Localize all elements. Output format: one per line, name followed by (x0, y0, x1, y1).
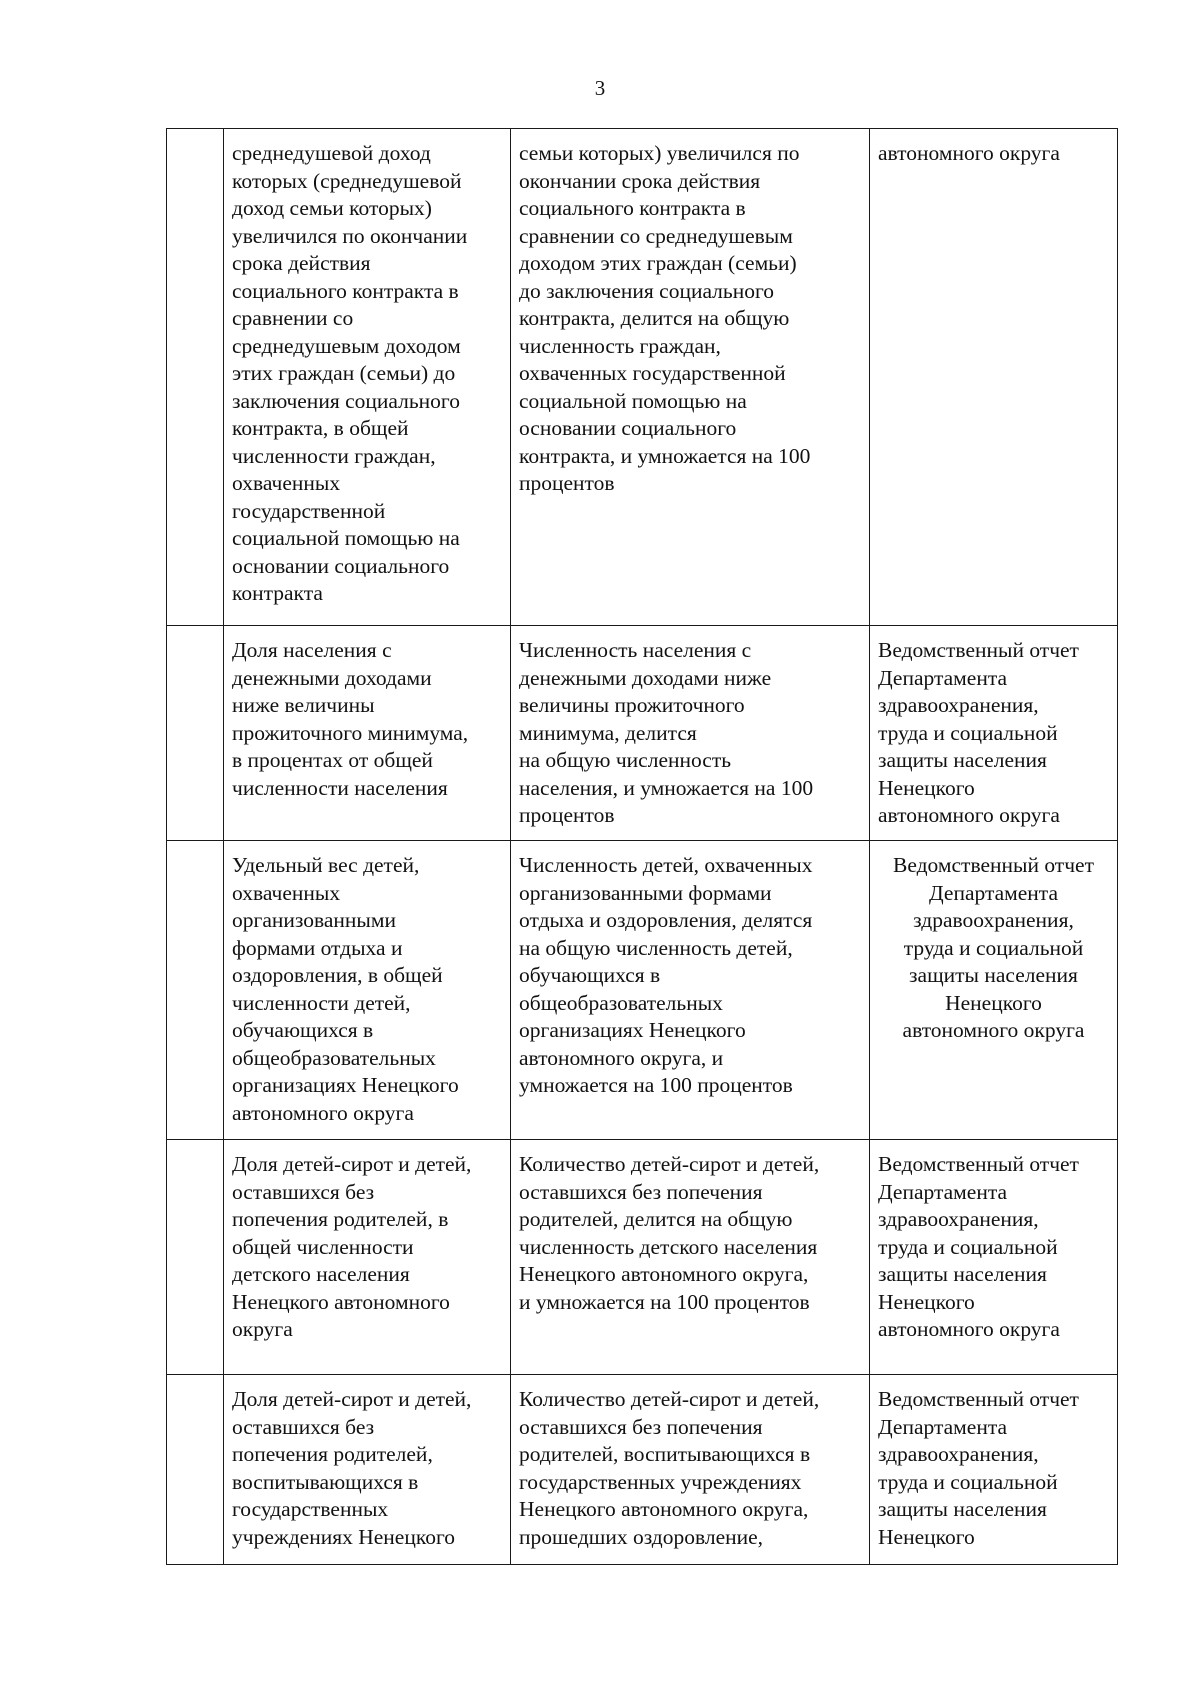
cell-text-line: защиты населения (878, 1262, 1047, 1286)
cell-text-line: оставшихся без попечения (519, 1414, 763, 1439)
cell-text-line: труда и социальной (878, 720, 1058, 745)
cell-text-line: прожиточного минимума, (232, 720, 469, 745)
indicators-table (166, 128, 1118, 1565)
cell-text-line: оздоровления, в общей (232, 963, 443, 987)
cell-text-line: учреждениях Ненецкого (232, 1524, 455, 1549)
cell-text-line: общеобразовательных (232, 1045, 436, 1070)
cell-text-line: автономного округа (878, 141, 1060, 165)
cell-text-line: увеличился по окончании (232, 223, 468, 248)
cell-text-line: контракта, и умножается на 100 (519, 443, 811, 468)
cell-text-line: срока действия (232, 251, 371, 275)
cell-text-line: попечения родителей, (232, 1442, 433, 1466)
cell-text-line: оставшихся без (232, 1414, 375, 1439)
cell-text-line: численности граждан, (232, 443, 436, 468)
cell-text-line: социальной помощью на (232, 526, 460, 550)
data-source-cell (870, 841, 1118, 1140)
cell-text-line: основании социального (519, 416, 737, 440)
cell-text-line: сравнении со среднедушевым (519, 223, 793, 248)
cell-text-line: денежными доходами ниже (519, 665, 772, 690)
cell-text-line: сравнении со (232, 306, 354, 330)
cell-text-line: ниже величины (232, 693, 375, 717)
row-number-cell (167, 129, 224, 626)
cell-text-line: защиты населения (878, 748, 1047, 772)
data-source-cell (870, 626, 1118, 841)
cell-text-line: Ненецкого автономного округа, (519, 1262, 809, 1286)
cell-text-line: труда и социальной (878, 1469, 1058, 1494)
cell-text-line: Доля детей-сирот и детей, (232, 1152, 472, 1176)
calculation-method-cell (511, 626, 870, 841)
cell-text-line: контракта (232, 581, 323, 605)
calculation-method-cell (511, 1140, 870, 1375)
cell-text-line: Департамента (928, 880, 1059, 905)
cell-text-line: детского населения (232, 1262, 410, 1286)
cell-text-line: умножается на 100 процентов (519, 1073, 793, 1097)
cell-text-line: здравоохранения, (878, 1442, 1039, 1466)
cell-text-line: численность граждан, (519, 333, 721, 358)
cell-text-line: Департамента (878, 665, 1008, 690)
indicator-name-cell (224, 129, 511, 626)
table-row (167, 129, 1118, 626)
cell-text-line: денежными доходами (232, 665, 432, 690)
cell-text-line: социального контракта в (519, 196, 746, 220)
cell-text-line: Ведомственный отчет (893, 853, 1094, 877)
cell-text-line: социального контракта в (232, 278, 459, 303)
cell-text-line: охваченных государственной (519, 361, 786, 385)
cell-text-line: организациях Ненецкого (519, 1018, 746, 1042)
cell-text-line: основании социального (232, 553, 450, 578)
cell-text-line: Количество детей-сирот и детей, (519, 1152, 820, 1176)
cell-text-line: Ведомственный отчет (878, 1152, 1079, 1176)
cell-text-line: Количество детей-сирот и детей, (519, 1387, 820, 1411)
cell-text-line: доход семьи которых) (232, 196, 432, 220)
table-row (167, 1140, 1118, 1375)
cell-text-line: общеобразовательных (519, 990, 723, 1015)
cell-text-line: населения, и умножается на 100 (519, 775, 814, 800)
cell-text-line: семьи которых) увеличился по (519, 141, 800, 165)
data-source-cell (870, 1375, 1118, 1565)
cell-text-line: прошедших оздоровление, (519, 1524, 764, 1549)
cell-text-line: организованными формами (519, 880, 772, 905)
cell-text-line: обучающихся в (232, 1018, 374, 1042)
cell-text-line: среднедушевым доходом (232, 333, 461, 358)
cell-text-line: автономного округа (902, 1018, 1085, 1042)
data-source-cell (870, 1140, 1118, 1375)
cell-text-line: Ведомственный отчет (878, 638, 1079, 662)
calculation-method-cell (511, 841, 870, 1140)
cell-text-line: здравоохранения, (878, 1207, 1039, 1231)
cell-text-line: формами отдыха и (232, 935, 403, 960)
cell-text-line: Численность населения с (519, 638, 752, 662)
cell-text-line: оставшихся без (232, 1179, 375, 1204)
cell-text-line: охваченных (232, 880, 341, 905)
cell-text-line: обучающихся в (519, 963, 661, 987)
calculation-method-cell (511, 1375, 870, 1565)
cell-text-line: попечения родителей, в (232, 1207, 449, 1231)
cell-text-line: до заключения социального (519, 278, 775, 303)
data-source-cell (870, 129, 1118, 626)
table-body (167, 129, 1118, 1565)
cell-text-line: охваченных (232, 471, 341, 495)
cell-text-line: защиты населения (878, 1497, 1047, 1521)
cell-text-line: численности детей, (232, 990, 411, 1015)
cell-text-line: величины прожиточного (519, 693, 745, 717)
cell-text-line: государственных учреждениях (519, 1469, 802, 1494)
cell-text-line: контракта, в общей (232, 416, 409, 440)
table-row (167, 841, 1118, 1140)
cell-text-line: процентов (519, 803, 615, 827)
cell-text-line: здравоохранения, (878, 693, 1039, 717)
cell-text-line: Удельный вес детей, (232, 853, 420, 877)
page-number: 3 (594, 76, 606, 100)
cell-text-line: труда и социальной (903, 935, 1084, 960)
table-row (167, 626, 1118, 841)
calculation-method-cell (511, 129, 870, 626)
cell-text-line: численность детского населения (519, 1234, 818, 1259)
cell-text-line: воспитывающихся в (232, 1469, 419, 1494)
cell-text-line: Ведомственный отчет (878, 1387, 1079, 1411)
cell-text-line: Доля населения с (232, 638, 392, 662)
indicator-name-cell (224, 1140, 511, 1375)
cell-text-line: которых (среднедушевой (232, 168, 462, 193)
cell-text-line: Ненецкого (878, 775, 975, 800)
cell-text-line: Численность детей, охваченных (519, 853, 813, 877)
cell-text-line: Ненецкого (878, 1524, 975, 1549)
cell-text-line: автономного округа (878, 1317, 1060, 1341)
cell-text-line: Ненецкого (945, 990, 1042, 1015)
cell-text-line: Ненецкого (878, 1289, 975, 1314)
row-number-cell (167, 1375, 224, 1565)
cell-text-line: родителей, делится на общую (519, 1207, 793, 1231)
cell-text-line: Ненецкого автономного (232, 1289, 450, 1314)
cell-text-line: окончании срока действия (519, 168, 761, 193)
cell-text-line: защиты населения (909, 963, 1078, 987)
cell-text-line: общей численности (232, 1234, 414, 1259)
cell-text-line: оставшихся без попечения (519, 1179, 763, 1204)
cell-text-line: на общую численность (519, 748, 732, 772)
cell-text-line: округа (232, 1317, 293, 1341)
cell-text-line: Ненецкого автономного округа, (519, 1497, 809, 1521)
cell-text-line: Департамента (878, 1179, 1008, 1204)
row-number-cell (167, 1140, 224, 1375)
cell-text-line: процентов (519, 471, 615, 495)
row-number-cell (167, 626, 224, 841)
cell-text-line: доходом этих граждан (семьи) (519, 251, 797, 275)
cell-text-line: социальной помощью на (519, 388, 747, 413)
cell-text-line: заключения социального (232, 388, 460, 413)
cell-text-line: родителей, воспитывающихся в (519, 1442, 811, 1466)
cell-text-line: этих граждан (семьи) до (232, 361, 456, 385)
indicator-name-cell (224, 626, 511, 841)
cell-text-line: численности населения (232, 775, 448, 800)
indicator-name-cell (224, 1375, 511, 1565)
cell-text-line: труда и социальной (878, 1234, 1058, 1259)
cell-text-line: автономного округа (232, 1100, 414, 1125)
cell-text-line: Доля детей-сирот и детей, (232, 1387, 472, 1411)
indicator-name-cell (224, 841, 511, 1140)
cell-text-line: здравоохранения, (913, 908, 1074, 932)
cell-text-line: автономного округа, и (519, 1045, 724, 1070)
cell-text-line: государственных (232, 1497, 389, 1521)
cell-text-line: автономного округа (878, 803, 1060, 827)
cell-text-line: среднедушевой доход (232, 141, 431, 165)
cell-text-line: и умножается на 100 процентов (519, 1289, 810, 1314)
cell-text-line: организациях Ненецкого (232, 1073, 459, 1097)
cell-text-line: организованными (232, 908, 396, 932)
cell-text-line: на общую численность детей, (519, 935, 793, 960)
table-row (167, 1375, 1118, 1565)
cell-text-line: в процентах от общей (232, 748, 433, 772)
cell-text-line: Департамента (878, 1414, 1008, 1439)
row-number-cell (167, 841, 224, 1140)
cell-text-line: контракта, делится на общую (519, 306, 790, 330)
cell-text-line: отдыха и оздоровления, делятся (519, 908, 813, 932)
cell-text-line: минимума, делится (519, 720, 697, 745)
cell-text-line: государственной (232, 498, 386, 523)
